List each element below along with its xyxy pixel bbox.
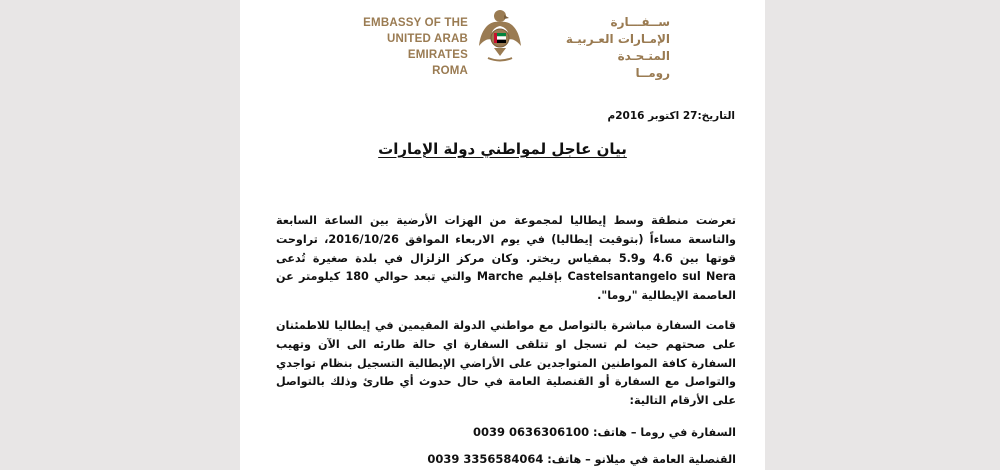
flag-black-band (497, 40, 506, 43)
letterhead-en-line-2: UNITED ARAB EMIRATES (387, 33, 468, 61)
contact-label-rome: السفارة في روما – هاتف: (592, 425, 736, 439)
emblem-scroll (488, 58, 512, 61)
document-title: بيان عاجل لمواطني دولة الإمارات (378, 140, 627, 158)
document-date: التاريخ:27 اكتوبر 2016م (607, 110, 735, 122)
document-body (276, 212, 736, 470)
uae-falcon-emblem-icon (476, 6, 524, 64)
flag-red-band (494, 33, 497, 43)
falcon-beak (504, 15, 509, 19)
contact-label-milan: القنصلية العامة في ميلانو – هاتف: (547, 452, 736, 466)
paragraph-earthquake: تعرضت منطقة وسط إيطاليا لمجموعة من الهزات الأرضية بين الساعة السابعة والتاسعة مساءاً (بتوقيت إيطاليا) في يوم الاربعاء الموافق 2016/10/26، تراوحت قوتها بين 4.6 و5.9 بمقياس ريختر. وكان مركز الزلزال في بلدة صغيرة تُدعى Castelsantangelo sul Nera بإقليم Marche والتي تبعد حوالي 180 كيلومتر عن العاصمة الإيطالية "روما". (276, 214, 737, 303)
letterhead-arabic (530, 14, 670, 82)
letterhead-english (350, 15, 468, 79)
contact-number-rome: 0039 0636306100 (473, 424, 590, 439)
letterhead-en-line-3: ROMA (432, 65, 468, 77)
letterhead-ar-line-2: الإمـارات العـربيـة المتـحـدة (565, 32, 670, 63)
letterhead-ar-line-3: رومــا (635, 66, 670, 80)
contact-line-rome (276, 422, 736, 443)
paragraph-embassy-notice: قامت السفارة مباشرة بالتواصل مع مواطني الدولة المقيمين في إيطاليا للاطمئنان على صحتهم حيث لم تسجل او تتلقى السفارة اي حالة طارئه الى الآن وتهيب السفارة كافة المواطنين المتواجدين على الأراضي الإيطالية التسجيل بنظام تواجدي والتواصل مع السفارة أو القنصلية العامة في حال حدوث أي طارئ وذلك بالتواصل على الأرقام التالية: (276, 318, 736, 408)
letterhead-en-line-1: EMBASSY OF THE (363, 17, 468, 29)
flag-green-band (497, 33, 506, 36)
contact-line-milan (276, 449, 736, 470)
contact-number-milan: 0039 3356584064 (427, 451, 544, 466)
falcon-tail (494, 48, 506, 56)
flag-white-band (497, 36, 506, 39)
letterhead-ar-line-1: ســفـــارة (610, 15, 670, 29)
letter-page (240, 0, 765, 470)
